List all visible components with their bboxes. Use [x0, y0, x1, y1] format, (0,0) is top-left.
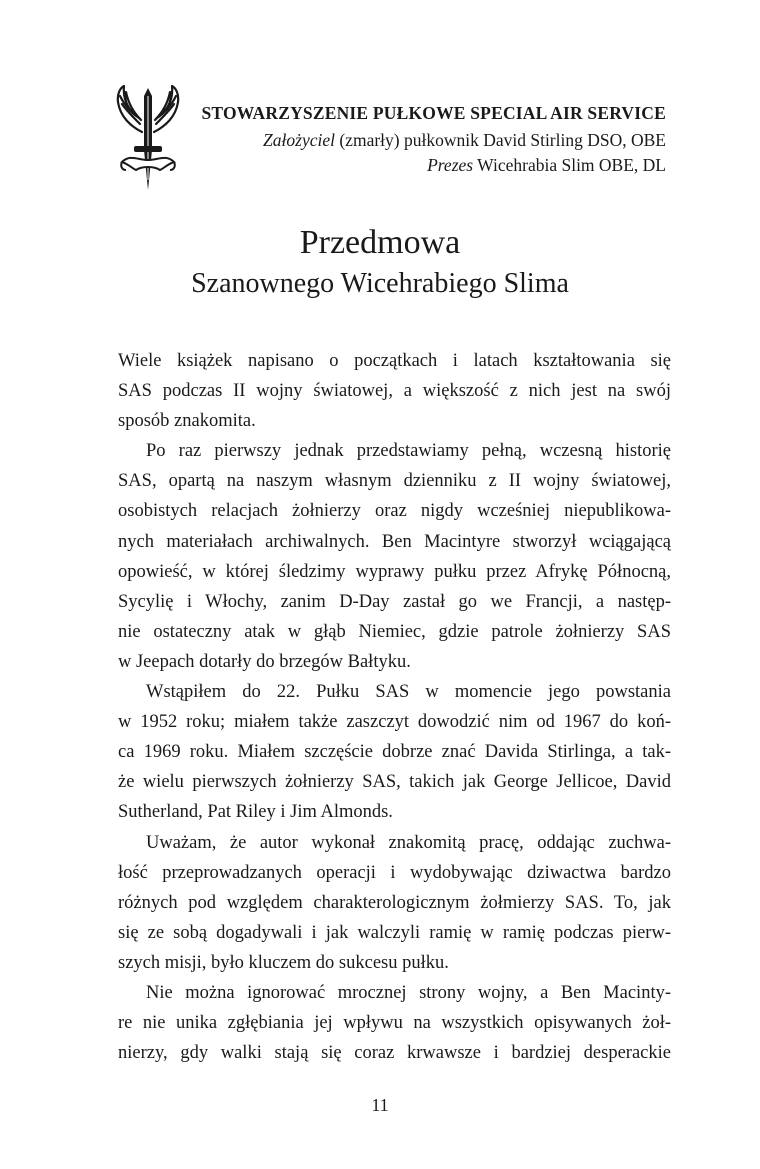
letterhead — [180, 98, 666, 178]
paragraph-line: że wielu pierwszych żołnierzy SAS, takich jak George Jellicoe, David — [118, 772, 671, 793]
paragraph-line: się ze sobą dogadywali i jak walczyli ramię w ramię podczas pierw- — [118, 922, 671, 943]
paragraph-line: szych misji, było kluczem do sukcesu pułku. — [118, 952, 449, 973]
president-line — [180, 153, 666, 178]
president-text: Wicehrabia Slim OBE, DL — [477, 155, 666, 175]
founder-label: Założyciel — [263, 130, 335, 150]
page-title: Przedmowa — [299, 224, 461, 261]
page-subtitle: Szanownego Wicehrabiego Slima — [191, 268, 569, 299]
paragraph-line: łość przeprowadzanych operacji i wydobywając dziwactwa bardzo — [118, 862, 671, 883]
body-text — [118, 346, 671, 1068]
paragraph-line: SAS podczas II wojny światowej, a większość z nich jest na swój — [118, 381, 671, 402]
winged-dagger-icon — [112, 80, 184, 198]
paragraph-line: w Jeepach dotarły do brzegów Bałtyku. — [118, 651, 411, 672]
paragraph-line: Po raz pierwszy jednak przedstawiamy pełną, wczesną historię — [146, 441, 671, 462]
paragraph-line: sposób znakomita. — [118, 411, 256, 432]
title-block — [0, 222, 760, 304]
paragraph-line: SAS, opartą na naszym własnym dzienniku z II wojny światowej, — [118, 471, 671, 492]
paragraph-line: Wiele książek napisano o początkach i latach kształtowania się — [118, 351, 671, 371]
paragraph-line: Nie można ignorować mrocznej strony wojny, a Ben Macinty- — [146, 982, 671, 1003]
paragraph-line: ca 1969 roku. Miałem szczęście dobrze znać Davida Stirlinga, a tak- — [118, 742, 671, 763]
paragraph-line: Uważam, że autor wykonał znakomitą pracę, oddając zuchwa- — [146, 832, 671, 853]
paragraph-line: w 1952 roku; miałem także zaszczyt dowodzić nim od 1967 do koń- — [118, 712, 671, 733]
founder-line — [180, 128, 666, 153]
paragraph-line: nie ostateczny atak w głąb Niemiec, gdzie patrole żołnierzy SAS — [118, 621, 671, 642]
paragraph-line: Wstąpiłem do 22. Pułku SAS w momencie jego powstania — [146, 682, 671, 703]
page-number: 11 — [371, 1095, 389, 1115]
paragraph-line: osobistych relacjach żołnierzy oraz nigdy wcześniej niepublikowa- — [118, 501, 671, 522]
paragraph-line: re nie unika zgłębiania jej wpływu na wszystkich opisywanych żoł- — [118, 1013, 671, 1034]
founder-text: (zmarły) pułkownik David Stirling DSO, OBE — [339, 130, 666, 150]
association-name: STOWARZYSZENIE PUŁKOWE SPECIAL AIR SERVICE — [201, 103, 666, 123]
paragraph-line: opowieść, w której śledzimy wyprawy pułku przez Afrykę Północną, — [118, 561, 671, 582]
paragraph-line: nierzy, gdy walki stają się coraz krwawsze i bardziej desperackie — [118, 1043, 671, 1064]
paragraph-line: Sycylię i Włochy, zanim D-Day zastał go we Francji, a następ- — [118, 591, 671, 612]
president-label: Prezes — [427, 155, 474, 175]
paragraph-line: nych materiałach archiwalnych. Ben Macintyre stworzył wciągającą — [118, 531, 671, 552]
paragraph-line: różnych pod względem charakterologicznym żołmierzy SAS. To, jak — [118, 892, 671, 913]
paragraph-line: Sutherland, Pat Riley i Jim Almonds. — [118, 802, 393, 823]
